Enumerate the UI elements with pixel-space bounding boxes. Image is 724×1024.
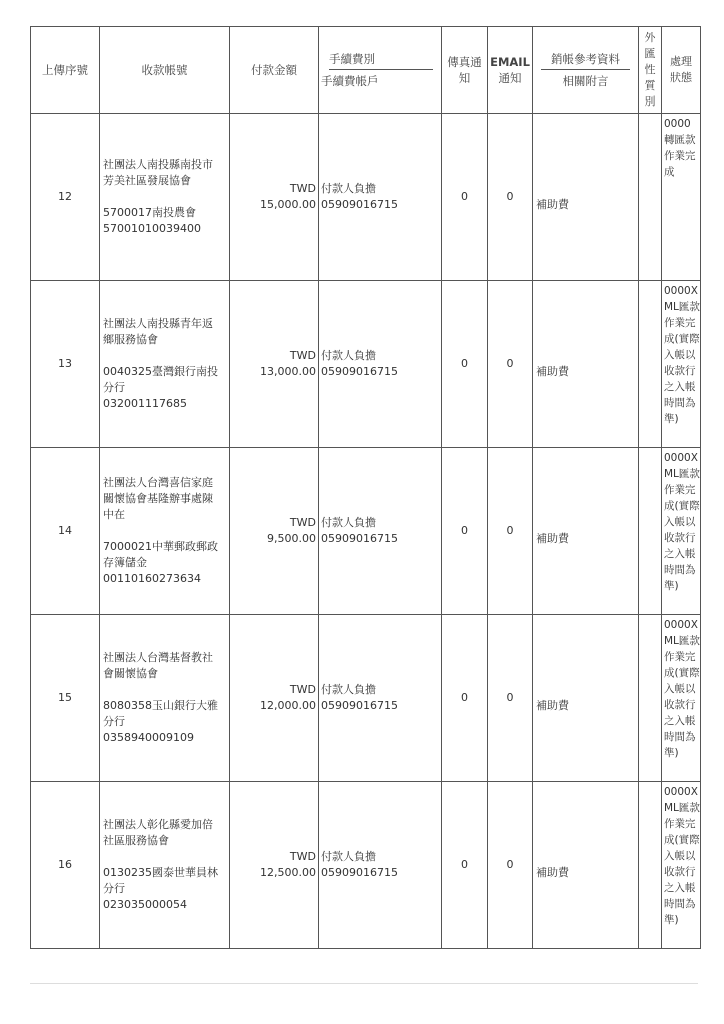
fee-type: 付款人負擔 (321, 683, 376, 696)
table-row (31, 114, 701, 281)
row-email: 0 (488, 281, 533, 448)
amount-value: 13,000.00 (260, 365, 316, 378)
header-email (488, 27, 533, 114)
header-status-label: 處理狀態 (670, 55, 692, 84)
row-fx (639, 782, 662, 949)
bank-branch-line: 分行 (103, 381, 125, 394)
row-amount (230, 615, 319, 782)
row-fee (319, 782, 442, 949)
bank-branch-line: 5700017南投農會 (103, 206, 196, 219)
payee-name (103, 316, 229, 348)
row-email: 0 (488, 114, 533, 281)
payee-name-line: 社團法人南投縣青年返 (103, 317, 213, 330)
account-number: 032001117685 (103, 397, 187, 410)
bank-branch (103, 539, 229, 571)
row-status: 0000XML匯款作業完成(實際入帳以收款行之入帳時間為準) (662, 782, 701, 949)
currency: TWD (289, 349, 316, 362)
amount-value: 12,500.00 (260, 866, 316, 879)
row-status: 0000XML匯款作業完成(實際入帳以收款行之入帳時間為準) (662, 281, 701, 448)
table-row (31, 782, 701, 949)
fee-type: 付款人負擔 (321, 182, 376, 195)
payee-name (103, 650, 229, 682)
row-amount (230, 281, 319, 448)
row-status: 0000轉匯款作業完成 (662, 114, 701, 281)
row-amount (230, 782, 319, 949)
bank-branch-line: 0040325臺灣銀行南投 (103, 365, 218, 378)
payee-name-line: 社團法人台灣基督教社 (103, 651, 213, 664)
row-fee (319, 114, 442, 281)
account-number: 00110160273634 (103, 572, 201, 585)
memo-text: 補助費 (536, 699, 569, 712)
header-amount: 付款金額 (230, 27, 319, 114)
table-row (31, 281, 701, 448)
bank-branch-line: 8080358玉山銀行大雅 (103, 699, 218, 712)
fee-account: 05909016715 (321, 532, 398, 545)
header-memo-note: 相關附言 (562, 74, 609, 88)
header-fee-type: 手續費別 (329, 51, 433, 70)
row-status: 0000XML匯款作業完成(實際入帳以收款行之入帳時間為準) (662, 615, 701, 782)
row-fax: 0 (442, 615, 488, 782)
header-row (31, 27, 701, 114)
row-email: 0 (488, 782, 533, 949)
table-row (31, 448, 701, 615)
row-fx (639, 114, 662, 281)
row-account (100, 114, 230, 281)
row-fee (319, 281, 442, 448)
amount-value: 15,000.00 (260, 198, 316, 211)
memo-text: 補助費 (536, 365, 569, 378)
memo-text: 補助費 (536, 532, 569, 545)
row-seq: 12 (31, 114, 100, 281)
bank-branch-line: 分行 (103, 882, 125, 895)
payee-name-line: 鄉服務協會 (103, 333, 158, 346)
table-row (31, 615, 701, 782)
payee-name-line: 芳美社區發展協會 (103, 174, 191, 187)
header-status (662, 27, 701, 114)
bank-branch (103, 205, 229, 221)
payee-name-line: 社區服務協會 (103, 834, 169, 847)
fee-account: 05909016715 (321, 866, 398, 879)
row-memo (533, 448, 639, 615)
header-email-top: EMAIL (490, 55, 530, 69)
fee-type: 付款人負擔 (321, 850, 376, 863)
bank-branch (103, 698, 229, 730)
row-fax: 0 (442, 448, 488, 615)
bank-branch-line: 7000021中華郵政郵政 (103, 540, 218, 553)
row-fax: 0 (442, 114, 488, 281)
row-fee (319, 448, 442, 615)
memo-text: 補助費 (536, 198, 569, 211)
row-memo (533, 782, 639, 949)
payee-name (103, 157, 229, 189)
bank-branch-line: 0130235國泰世華員林 (103, 866, 218, 879)
amount-value: 12,000.00 (260, 699, 316, 712)
fee-account: 05909016715 (321, 365, 398, 378)
remittance-table (30, 26, 701, 949)
spacer (103, 849, 229, 865)
header-account: 收款帳號 (100, 27, 230, 114)
row-seq: 13 (31, 281, 100, 448)
amount-value: 9,500.00 (267, 532, 316, 545)
bank-branch (103, 865, 229, 897)
header-fx-label: 外匯性質別 (644, 31, 656, 108)
payee-name-line: 會關懷協會 (103, 667, 158, 680)
spacer (103, 189, 229, 205)
row-fx (639, 281, 662, 448)
header-fax-top: 傳真通 (447, 55, 482, 69)
header-fax (442, 27, 488, 114)
row-status: 0000XML匯款作業完成(實際入帳以收款行之入帳時間為準) (662, 448, 701, 615)
row-amount (230, 448, 319, 615)
payee-name (103, 475, 229, 523)
account-number: 57001010039400 (103, 222, 201, 235)
bank-branch-line: 分行 (103, 715, 125, 728)
row-amount (230, 114, 319, 281)
page-footer-rule (30, 983, 698, 984)
row-fx (639, 448, 662, 615)
memo-text: 補助費 (536, 866, 569, 879)
header-seq: 上傳序號 (31, 27, 100, 114)
row-email: 0 (488, 448, 533, 615)
payee-name-line: 中在 (103, 508, 125, 521)
header-memo (533, 27, 639, 114)
row-fax: 0 (442, 782, 488, 949)
row-seq: 16 (31, 782, 100, 949)
row-fax: 0 (442, 281, 488, 448)
bank-branch (103, 364, 229, 396)
fee-account: 05909016715 (321, 699, 398, 712)
header-fx (639, 27, 662, 114)
row-memo (533, 615, 639, 782)
currency: TWD (289, 850, 316, 863)
currency: TWD (289, 516, 316, 529)
fee-type: 付款人負擔 (321, 349, 376, 362)
fee-type: 付款人負擔 (321, 516, 376, 529)
row-seq: 14 (31, 448, 100, 615)
header-email-bottom: 通知 (498, 71, 522, 85)
bank-branch-line: 存簿儲金 (103, 556, 147, 569)
spacer (103, 523, 229, 539)
row-email: 0 (488, 615, 533, 782)
payee-name-line: 關懷協會基隆辦事處陳 (103, 492, 213, 505)
header-memo-ref: 銷帳參考資料 (541, 51, 630, 70)
table-body (31, 114, 701, 949)
row-seq: 15 (31, 615, 100, 782)
spacer (103, 348, 229, 364)
row-account (100, 615, 230, 782)
row-fx (639, 615, 662, 782)
payee-name-line: 社團法人彰化縣愛加倍 (103, 818, 213, 831)
row-fee (319, 615, 442, 782)
payee-name-line: 社團法人台灣喜信家庭 (103, 476, 213, 489)
account-number: 0358940009109 (103, 731, 194, 744)
row-memo (533, 281, 639, 448)
payee-name (103, 817, 229, 849)
row-account (100, 281, 230, 448)
header-fee (319, 27, 442, 114)
row-account (100, 448, 230, 615)
row-memo (533, 114, 639, 281)
header-fax-bottom: 知 (458, 71, 471, 85)
fee-account: 05909016715 (321, 198, 398, 211)
currency: TWD (289, 182, 316, 195)
spacer (103, 682, 229, 698)
payee-name-line: 社團法人南投縣南投市 (103, 158, 213, 171)
header-fee-account: 手續費帳戶 (321, 74, 379, 88)
row-account (100, 782, 230, 949)
currency: TWD (289, 683, 316, 696)
account-number: 023035000054 (103, 898, 187, 911)
